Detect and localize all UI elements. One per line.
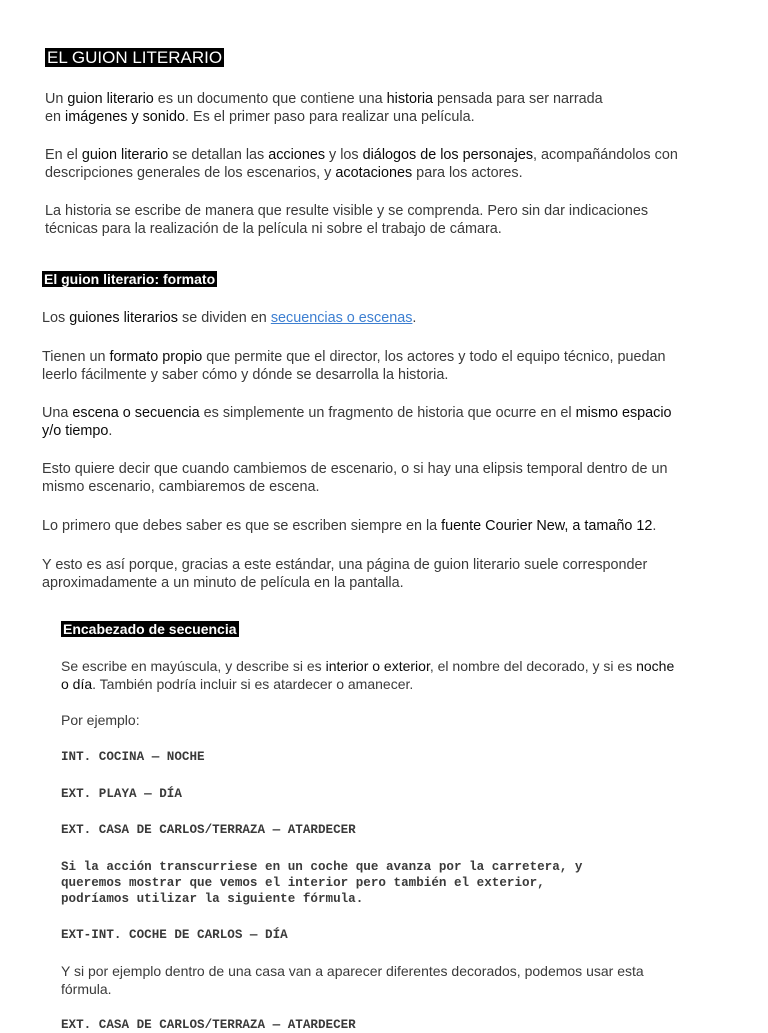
text-run: es simplemente un fragmento de historia que ocurre en el — [199, 405, 576, 421]
paragraph-intro — [45, 91, 745, 126]
title-wrap — [45, 48, 224, 68]
text-run: aproximadamente a un minuto de película en la pantalla. — [42, 574, 404, 591]
key-term: guiones literarios — [69, 310, 178, 326]
code-example-3: EXT. CASA DE CARLOS/TERRAZA — ATARDECER — [61, 823, 356, 837]
text-run: Un — [45, 91, 68, 107]
key-term: o día — [61, 675, 93, 692]
paragraph-example: Por ejemplo: — [61, 712, 140, 728]
text-run: . — [412, 310, 417, 326]
key-term: acciones — [268, 147, 326, 163]
key-term: formato propio — [109, 349, 203, 365]
text-run: Y esto es así porque, gracias a este estándar, una página de guion literario suele corresponder — [42, 557, 648, 573]
paragraph-standard — [42, 557, 752, 592]
paragraph-house — [61, 963, 751, 998]
paragraph-scene — [42, 405, 752, 440]
document-title: EL GUION LITERARIO — [47, 48, 223, 67]
key-term: fuente Courier New, a tamaño 12 — [441, 518, 653, 534]
text-run: para los actores. — [412, 164, 523, 181]
key-term: noche — [636, 658, 675, 674]
code-example-4: Si la acción transcurriese en un coche que avanza por la carretera, y queremos mostrar que vemos el interior pero también el exterior, podríamos utilizar la siguiente fórmula. — [61, 860, 583, 906]
text-run: que permite que el director, los actores y todo el equipo técnico, puedan — [202, 349, 666, 365]
text-run: es un documento que contiene una — [153, 91, 387, 107]
paragraph-font — [42, 518, 752, 536]
key-term: guion literario — [81, 147, 169, 163]
text-run: Lo primero que debes saber es que se escriben siempre en la — [42, 518, 442, 534]
subtitle2-wrap — [61, 621, 239, 639]
key-term: y/o tiempo — [42, 422, 109, 439]
key-term: guion literario — [67, 91, 154, 107]
text-run: fórmula. — [61, 980, 112, 997]
text-run: , acompañándolos con — [533, 147, 678, 163]
text-run: Esto quiere decir que cuando cambiemos de escenario, o si hay una elipsis temporal dentro de un — [42, 461, 668, 477]
text-run: La historia se escribe de manera que resulte visible y se comprenda. Pero sin dar indicaciones — [45, 203, 649, 219]
text-run: . — [652, 518, 657, 534]
text-run: se dividen en — [178, 310, 271, 326]
text-run: Tienen un — [42, 349, 110, 365]
text-run: . — [108, 422, 113, 439]
key-term: diálogos de los personajes — [362, 147, 534, 163]
text-run: Y si por ejemplo dentro de una casa van a aparecer diferentes decorados, podemos usar esta — [61, 963, 644, 979]
text-run: Se escribe en mayúscula, y describe si es — [61, 658, 326, 674]
text-run: técnicas para la realización de la película ni sobre el trabajo de cámara. — [45, 220, 502, 237]
text-run: , el nombre del decorado, y si es — [429, 658, 637, 674]
key-term: imágenes y sonido — [65, 108, 186, 125]
key-term: acotaciones — [335, 164, 413, 181]
subtitle-wrap — [42, 271, 217, 289]
key-term: mismo espacio — [575, 405, 672, 421]
text-run: en — [45, 108, 66, 125]
key-term: escena o secuencia — [72, 405, 200, 421]
text-run: . Es el primer paso para realizar una película. — [185, 108, 475, 125]
paragraph-format — [42, 349, 752, 384]
text-run: y los — [325, 147, 363, 163]
text-run: leerlo fácilmente y saber cómo y dónde se desarrolla la historia. — [42, 366, 449, 383]
text-run: se detallan las — [168, 147, 269, 163]
section-subtitle-heading: Encabezado de secuencia — [63, 621, 237, 637]
paragraph-change — [42, 461, 752, 496]
paragraph-detail — [45, 147, 755, 182]
text-run: descripciones generales de los escenarios, y — [45, 164, 336, 181]
text-run: Los — [42, 310, 70, 326]
paragraph-heading-desc — [61, 658, 751, 693]
text-run: mismo escenario, cambiaremos de escena. — [42, 478, 320, 495]
paragraph-visible — [45, 203, 755, 238]
code-example-1: INT. COCINA — NOCHE — [61, 750, 205, 764]
key-term: historia — [386, 91, 434, 107]
text-run: pensada para ser narrada — [433, 91, 603, 107]
code-example-5: EXT-INT. COCHE DE CARLOS — DÍA — [61, 928, 288, 942]
text-run: En el — [45, 147, 82, 163]
secuencias-link[interactable]: secuencias o escenas — [270, 310, 413, 326]
paragraph-division — [42, 310, 752, 328]
text-run: . También podría incluir si es atardecer o amanecer. — [92, 675, 414, 692]
key-term: interior o exterior — [325, 658, 430, 674]
text-run: Una — [42, 405, 73, 421]
code-example-6: EXT. CASA DE CARLOS/TERRAZA — ATARDECER — [61, 1018, 356, 1032]
section-subtitle: El guion literario: formato — [44, 271, 216, 287]
code-example-2: EXT. PLAYA — DÍA — [61, 787, 182, 801]
